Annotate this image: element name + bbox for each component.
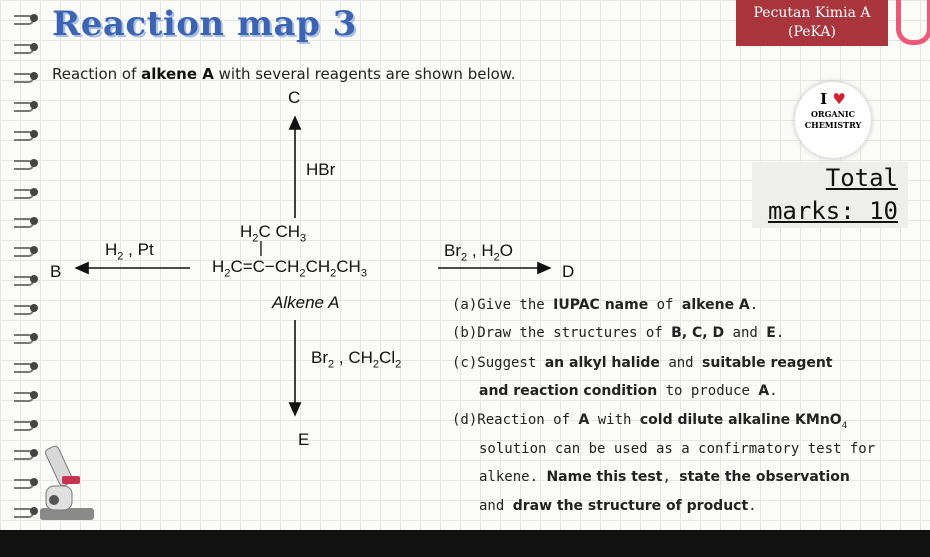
question-d-line4: and draw the structure of product. bbox=[479, 498, 757, 514]
question-d-line1: (d)Reaction of A with cold dilute alkaline KMnO$_4$ bbox=[452, 412, 848, 431]
intro-bold: alkene A bbox=[141, 65, 214, 83]
intro-prefix: Reaction of bbox=[52, 65, 142, 83]
alkene-a-label: Alkene A bbox=[272, 293, 340, 312]
badge-chemistry: CHEMISTRY bbox=[804, 120, 862, 130]
heart-icon: ♥ bbox=[832, 90, 846, 108]
total-marks-line1: Total bbox=[825, 164, 898, 192]
reagent-br2-ch2cl2: $Br_2$ , $CH_2Cl_2$ bbox=[311, 348, 402, 371]
question-c-line1: (c)Suggest an alkyl halide and suitable reagent bbox=[452, 355, 833, 371]
reagent-hbr: HBr bbox=[306, 160, 336, 179]
product-e: E bbox=[298, 430, 310, 449]
question-c-line2: and reaction condition to produce A. bbox=[479, 383, 778, 399]
product-b: B bbox=[50, 262, 62, 281]
alkene-branch-formula: $H_2C$ $CH_3$ bbox=[240, 222, 307, 245]
total-marks-line2: marks: 10 bbox=[767, 197, 898, 225]
product-d: D bbox=[562, 262, 575, 281]
course-tag-line1: Pecutan Kimia A bbox=[753, 5, 871, 21]
question-b: (b)Draw the structures of B, C, D and E. bbox=[452, 325, 785, 341]
product-c: C bbox=[288, 88, 301, 107]
reagent-h2-pt: $H_2$ , Pt bbox=[105, 240, 154, 263]
intro-suffix: with several reagents are shown below. bbox=[213, 65, 516, 83]
alkene-main-formula: $H_2C=C-CH_2CH_2CH_3$ bbox=[212, 257, 367, 280]
page-title: Reaction map 3 bbox=[52, 4, 357, 44]
bottom-bar bbox=[0, 530, 930, 557]
question-d-line3: alkene. Name this test, state the observation bbox=[479, 469, 850, 485]
microscope-icon bbox=[32, 440, 102, 525]
question-a: (a)Give the IUPAC name of alkene A. bbox=[452, 297, 759, 313]
badge-organic: ORGANIC bbox=[810, 109, 856, 119]
badge-i: I bbox=[820, 90, 828, 108]
question-d-line2: solution can be used as a confirmatory test for bbox=[479, 441, 876, 457]
course-tag-line2: (PeKA) bbox=[787, 24, 836, 40]
reagent-br2-h2o: $Br_2$ , $H_2O$ bbox=[444, 241, 513, 264]
